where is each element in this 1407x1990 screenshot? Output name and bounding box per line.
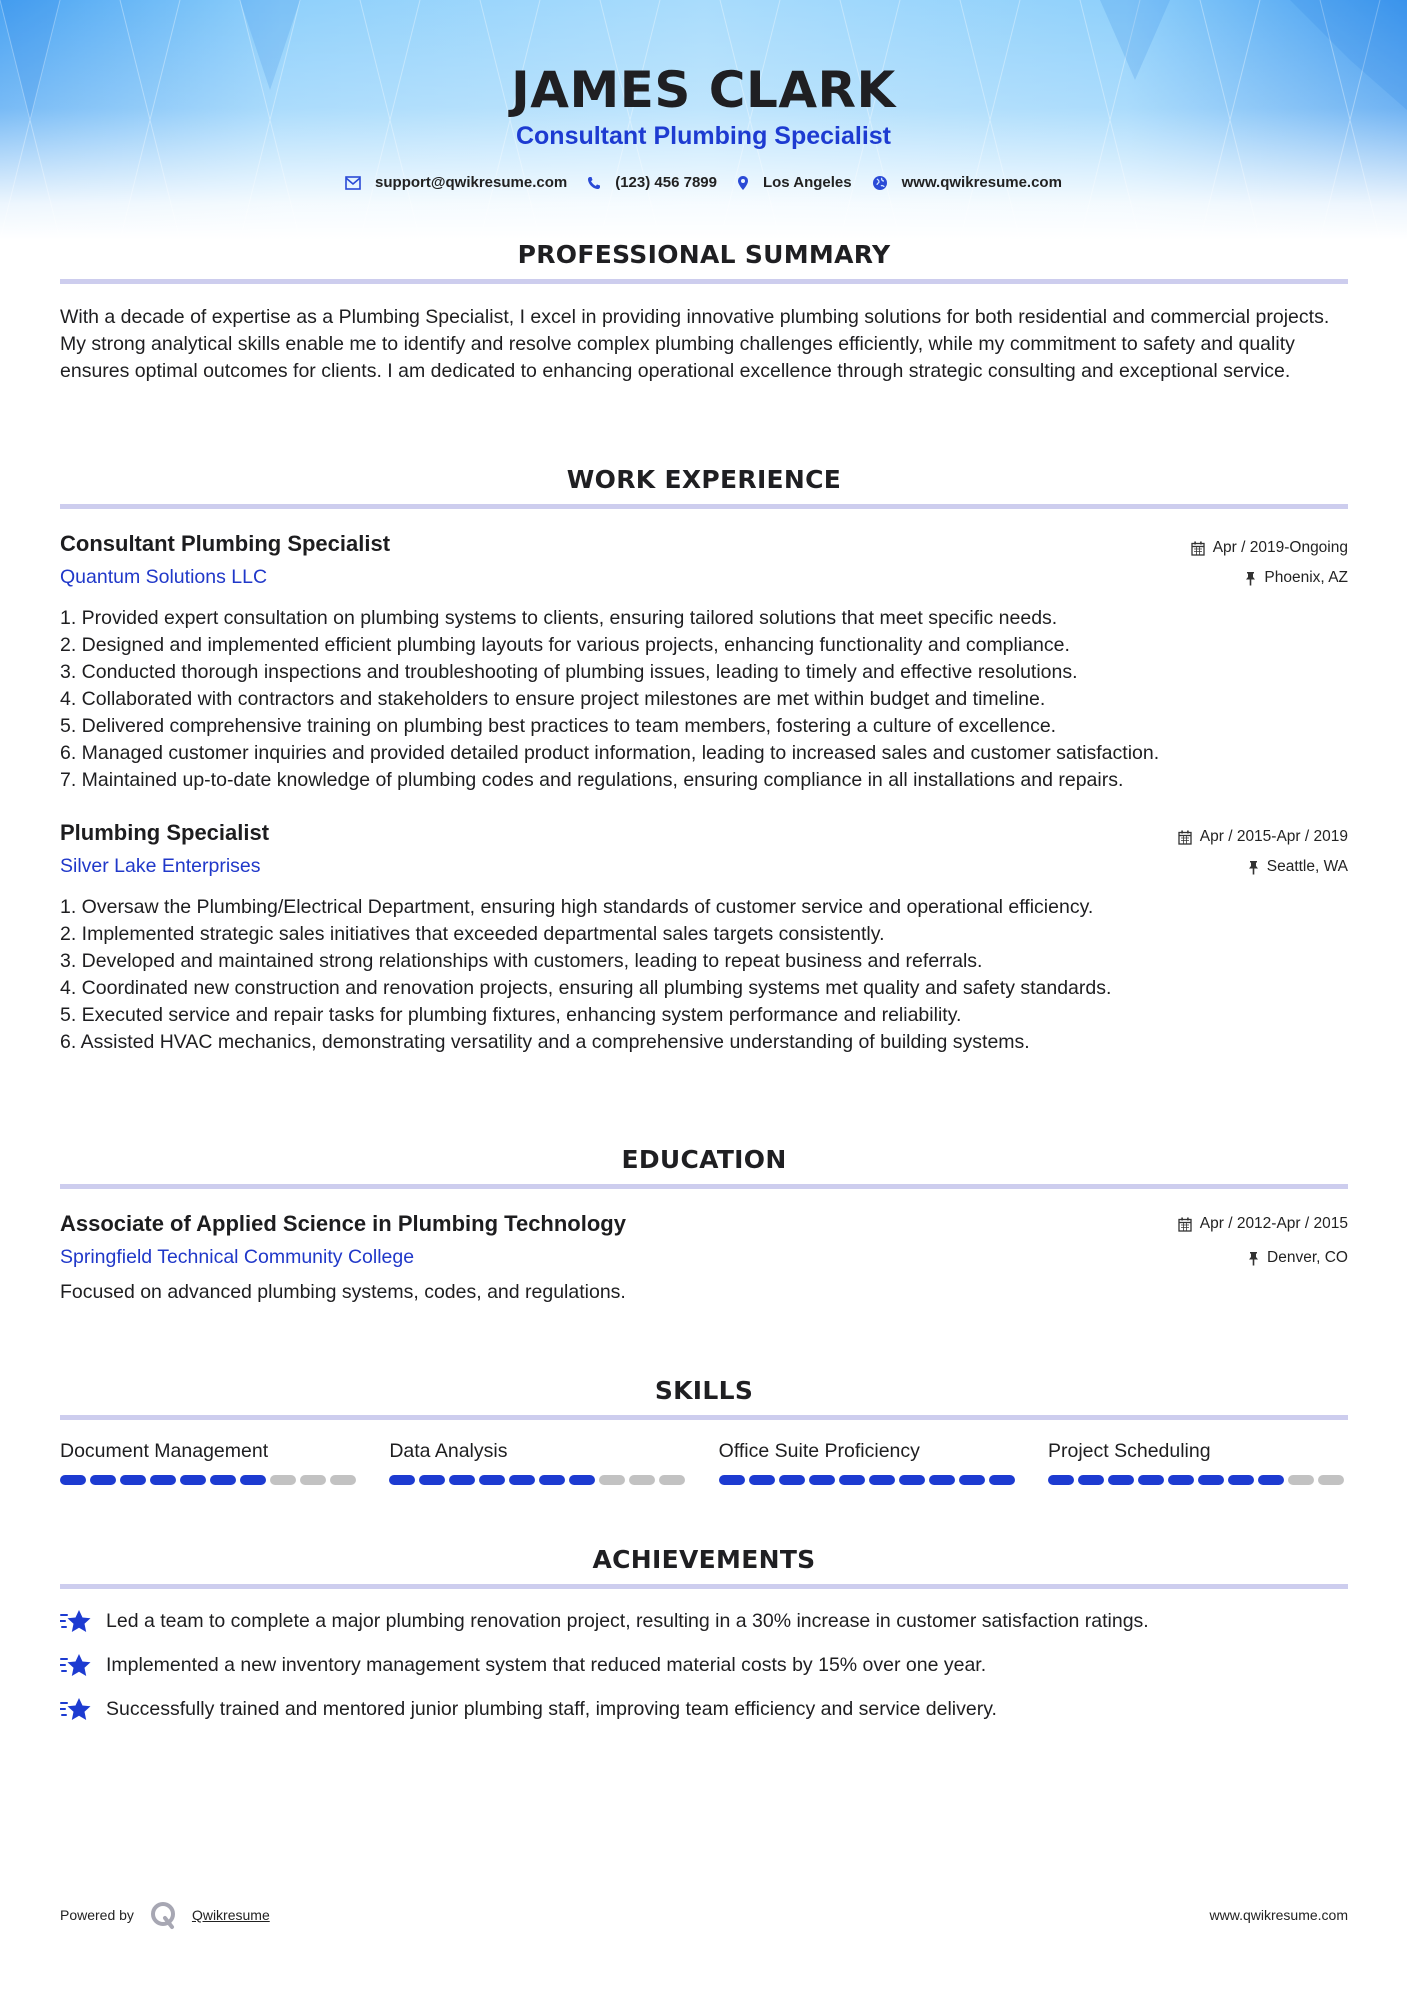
company-name: Quantum Solutions LLC — [60, 566, 268, 588]
website-text: www.qwikresume.com — [901, 174, 1062, 191]
achievement-text: Implemented a new inventory management system that reduced material costs by 15% over one year. — [106, 1653, 987, 1676]
education-dates: Apr / 2012-Apr / 2015 — [1199, 1215, 1348, 1232]
pushpin-icon — [1245, 571, 1256, 586]
skill-segment-filled — [120, 1475, 146, 1485]
contact-location — [737, 174, 852, 191]
skill-label: Data Analysis — [389, 1440, 508, 1462]
section-divider — [60, 279, 1348, 284]
summary-text: With a decade of expertise as a Plumbing Specialist, I excel in providing innovative plumbing solutions for both residential and commercial projects. My strong analytical skills enable me to identify and resolve complex plumbing challenges efficiently, while my commitment to safety and quality ensures optimal outcomes for clients. I am dedicated to enhancing operational excellence through strategic consulting and exceptional service. — [60, 306, 1330, 382]
job-title: Consultant Plumbing Specialist — [60, 531, 391, 556]
company-name: Silver Lake Enterprises — [60, 855, 261, 877]
achievement-item — [60, 1643, 1348, 1687]
section-heading-experience: WORK EXPERIENCE — [566, 465, 842, 494]
star-achievement-icon — [60, 1607, 92, 1635]
footer-website[interactable]: www.qwikresume.com — [1209, 1907, 1348, 1923]
skill-segment-filled — [749, 1475, 775, 1485]
calendar-icon — [1191, 541, 1205, 556]
skill-segment-empty — [1288, 1475, 1314, 1485]
achievements-section — [60, 1545, 1348, 1731]
skill-segment-filled — [1258, 1475, 1284, 1485]
skill-segment-filled — [60, 1475, 86, 1485]
skill-segment-filled — [389, 1475, 415, 1485]
skill-segment-empty — [659, 1475, 685, 1485]
duty-item: 7. Maintained up-to-date knowledge of plumbing codes and regulations, ensuring compliance in all installations and repairs. — [60, 769, 1124, 791]
skill-level-bar — [60, 1475, 360, 1485]
skill-item — [719, 1440, 1019, 1485]
candidate-name: JAMES CLARK — [511, 61, 896, 119]
skills-grid — [60, 1440, 1348, 1485]
qwikresume-logo-icon — [148, 1900, 180, 1930]
skill-segment-filled — [240, 1475, 266, 1485]
skill-segment-filled — [1198, 1475, 1224, 1485]
footer — [60, 1900, 1348, 1930]
star-achievement-icon — [60, 1651, 92, 1679]
achievement-item — [60, 1687, 1348, 1731]
section-heading-skills: SKILLS — [654, 1376, 754, 1405]
powered-by — [60, 1900, 270, 1930]
skill-level-bar — [719, 1475, 1019, 1485]
contact-email[interactable] — [345, 174, 567, 191]
pushpin-icon — [1248, 1251, 1259, 1266]
header-banner — [0, 0, 1407, 240]
skill-segment-filled — [449, 1475, 475, 1485]
section-divider — [60, 1415, 1348, 1420]
skill-item — [1048, 1440, 1348, 1485]
skill-segment-filled — [210, 1475, 236, 1485]
skill-segment-empty — [270, 1475, 296, 1485]
job-title: Plumbing Specialist — [60, 820, 270, 845]
skill-segment-filled — [779, 1475, 805, 1485]
skill-segment-filled — [839, 1475, 865, 1485]
section-heading-summary: PROFESSIONAL SUMMARY — [517, 240, 891, 269]
skill-segment-filled — [180, 1475, 206, 1485]
duty-item: 2. Designed and implemented efficient plumbing layouts for various projects, enhancing functionality and compliance. — [60, 634, 1070, 656]
contact-bar — [0, 174, 1407, 191]
skill-level-bar — [389, 1475, 689, 1485]
calendar-icon — [1178, 830, 1192, 845]
skill-segment-filled — [1138, 1475, 1164, 1485]
skill-segment-filled — [150, 1475, 176, 1485]
skill-segment-filled — [479, 1475, 505, 1485]
map-pin-icon — [737, 175, 749, 191]
skill-segment-filled — [989, 1475, 1015, 1485]
skill-segment-filled — [90, 1475, 116, 1485]
skill-segment-filled — [539, 1475, 565, 1485]
job-dates: Apr / 2019-Ongoing — [1212, 539, 1348, 556]
section-divider — [60, 504, 1348, 509]
skill-segment-empty — [629, 1475, 655, 1485]
summary-section — [60, 240, 1348, 385]
section-divider — [60, 1584, 1348, 1589]
skill-segment-empty — [300, 1475, 326, 1485]
skill-segment-filled — [1168, 1475, 1194, 1485]
duty-item: 2. Implemented strategic sales initiatives that exceeded departmental sales targets consistently. — [60, 923, 885, 945]
candidate-title: Consultant Plumbing Specialist — [515, 122, 892, 150]
duty-item: 4. Collaborated with contractors and stakeholders to ensure project milestones are met within budget and timeline. — [60, 688, 1046, 710]
skill-label: Project Scheduling — [1047, 1440, 1211, 1462]
skill-item — [389, 1440, 689, 1485]
skill-segment-filled — [1048, 1475, 1074, 1485]
duty-item: 3. Developed and maintained strong relationships with customers, leading to repeat business and referrals. — [60, 950, 983, 972]
skill-segment-filled — [1078, 1475, 1104, 1485]
duty-item: 4. Coordinated new construction and renovation projects, ensuring all plumbing systems met quality and safety standards. — [60, 977, 1112, 999]
school-name: Springfield Technical Community College — [60, 1246, 415, 1268]
skill-item — [60, 1440, 360, 1485]
duty-item: 6. Assisted HVAC mechanics, demonstrating versatility and a comprehensive understanding of building systems. — [60, 1031, 1030, 1053]
star-achievement-icon — [60, 1695, 92, 1723]
skill-segment-filled — [509, 1475, 535, 1485]
phone-icon — [587, 176, 601, 190]
skill-segment-filled — [419, 1475, 445, 1485]
achievement-text: Led a team to complete a major plumbing renovation project, resulting in a 30% increase in customer satisfaction ratings. — [106, 1609, 1149, 1632]
job-entry — [60, 531, 1348, 794]
skill-segment-empty — [330, 1475, 356, 1485]
education-location: Denver, CO — [1267, 1249, 1348, 1266]
experience-section — [60, 465, 1348, 1056]
skill-segment-filled — [929, 1475, 955, 1485]
duty-item: 5. Executed service and repair tasks for plumbing fixtures, enhancing system performance and reliability. — [60, 1004, 962, 1026]
pushpin-icon — [1248, 860, 1259, 875]
skill-segment-filled — [1228, 1475, 1254, 1485]
skill-segment-filled — [869, 1475, 895, 1485]
skill-segment-filled — [959, 1475, 985, 1485]
skill-segment-filled — [899, 1475, 925, 1485]
job-entry — [60, 820, 1348, 1056]
skill-level-bar — [1048, 1475, 1348, 1485]
envelope-icon — [345, 176, 361, 190]
phone-text: (123) 456 7899 — [615, 174, 717, 191]
job-location: Phoenix, AZ — [1264, 569, 1348, 586]
section-heading-education: EDUCATION — [621, 1145, 787, 1174]
skill-label: Document Management — [60, 1440, 269, 1462]
duties-list — [60, 894, 1348, 1056]
skill-label: Office Suite Proficiency — [718, 1440, 920, 1462]
skill-segment-filled — [1108, 1475, 1134, 1485]
section-divider — [60, 1184, 1348, 1189]
education-section — [60, 1145, 1348, 1306]
globe-icon — [872, 175, 888, 191]
powered-by-label: Powered by — [60, 1907, 134, 1923]
skill-segment-filled — [569, 1475, 595, 1485]
education-entry — [60, 1211, 1348, 1306]
duty-item: 1. Oversaw the Plumbing/Electrical Department, ensuring high standards of customer service and operational efficiency. — [60, 896, 1094, 918]
job-location: Seattle, WA — [1266, 858, 1348, 875]
duties-list — [60, 605, 1348, 794]
location-text: Los Angeles — [762, 174, 852, 191]
education-description: Focused on advanced plumbing systems, codes, and regulations. — [60, 1281, 626, 1303]
duty-item: 5. Delivered comprehensive training on plumbing best practices to team members, fostering a culture of excellence. — [60, 715, 1057, 737]
job-dates: Apr / 2015-Apr / 2019 — [1199, 828, 1348, 845]
duty-item: 1. Provided expert consultation on plumbing systems to clients, ensuring tailored solutions that meet specific needs. — [60, 607, 1058, 629]
duty-item: 3. Conducted thorough inspections and troubleshooting of plumbing issues, leading to timely and effective resolutions. — [60, 661, 1078, 683]
achievement-text: Successfully trained and mentored junior plumbing staff, improving team efficiency and service delivery. — [106, 1697, 997, 1720]
contact-website[interactable] — [872, 174, 1062, 191]
calendar-icon — [1178, 1217, 1192, 1232]
skill-segment-empty — [1318, 1475, 1344, 1485]
section-heading-achievements: ACHIEVEMENTS — [592, 1545, 816, 1574]
contact-phone[interactable] — [587, 174, 717, 191]
skill-segment-filled — [719, 1475, 745, 1485]
qwikresume-link[interactable]: Qwikresume — [191, 1907, 270, 1923]
degree-title: Associate of Applied Science in Plumbing Technology — [60, 1211, 626, 1236]
email-text: support@qwikresume.com — [375, 174, 568, 191]
skill-segment-filled — [809, 1475, 835, 1485]
skills-section — [60, 1376, 1348, 1485]
skill-segment-empty — [599, 1475, 625, 1485]
duty-item: 6. Managed customer inquiries and provided detailed product information, leading to increased sales and customer satisfaction. — [60, 742, 1160, 764]
achievement-item — [60, 1599, 1348, 1643]
